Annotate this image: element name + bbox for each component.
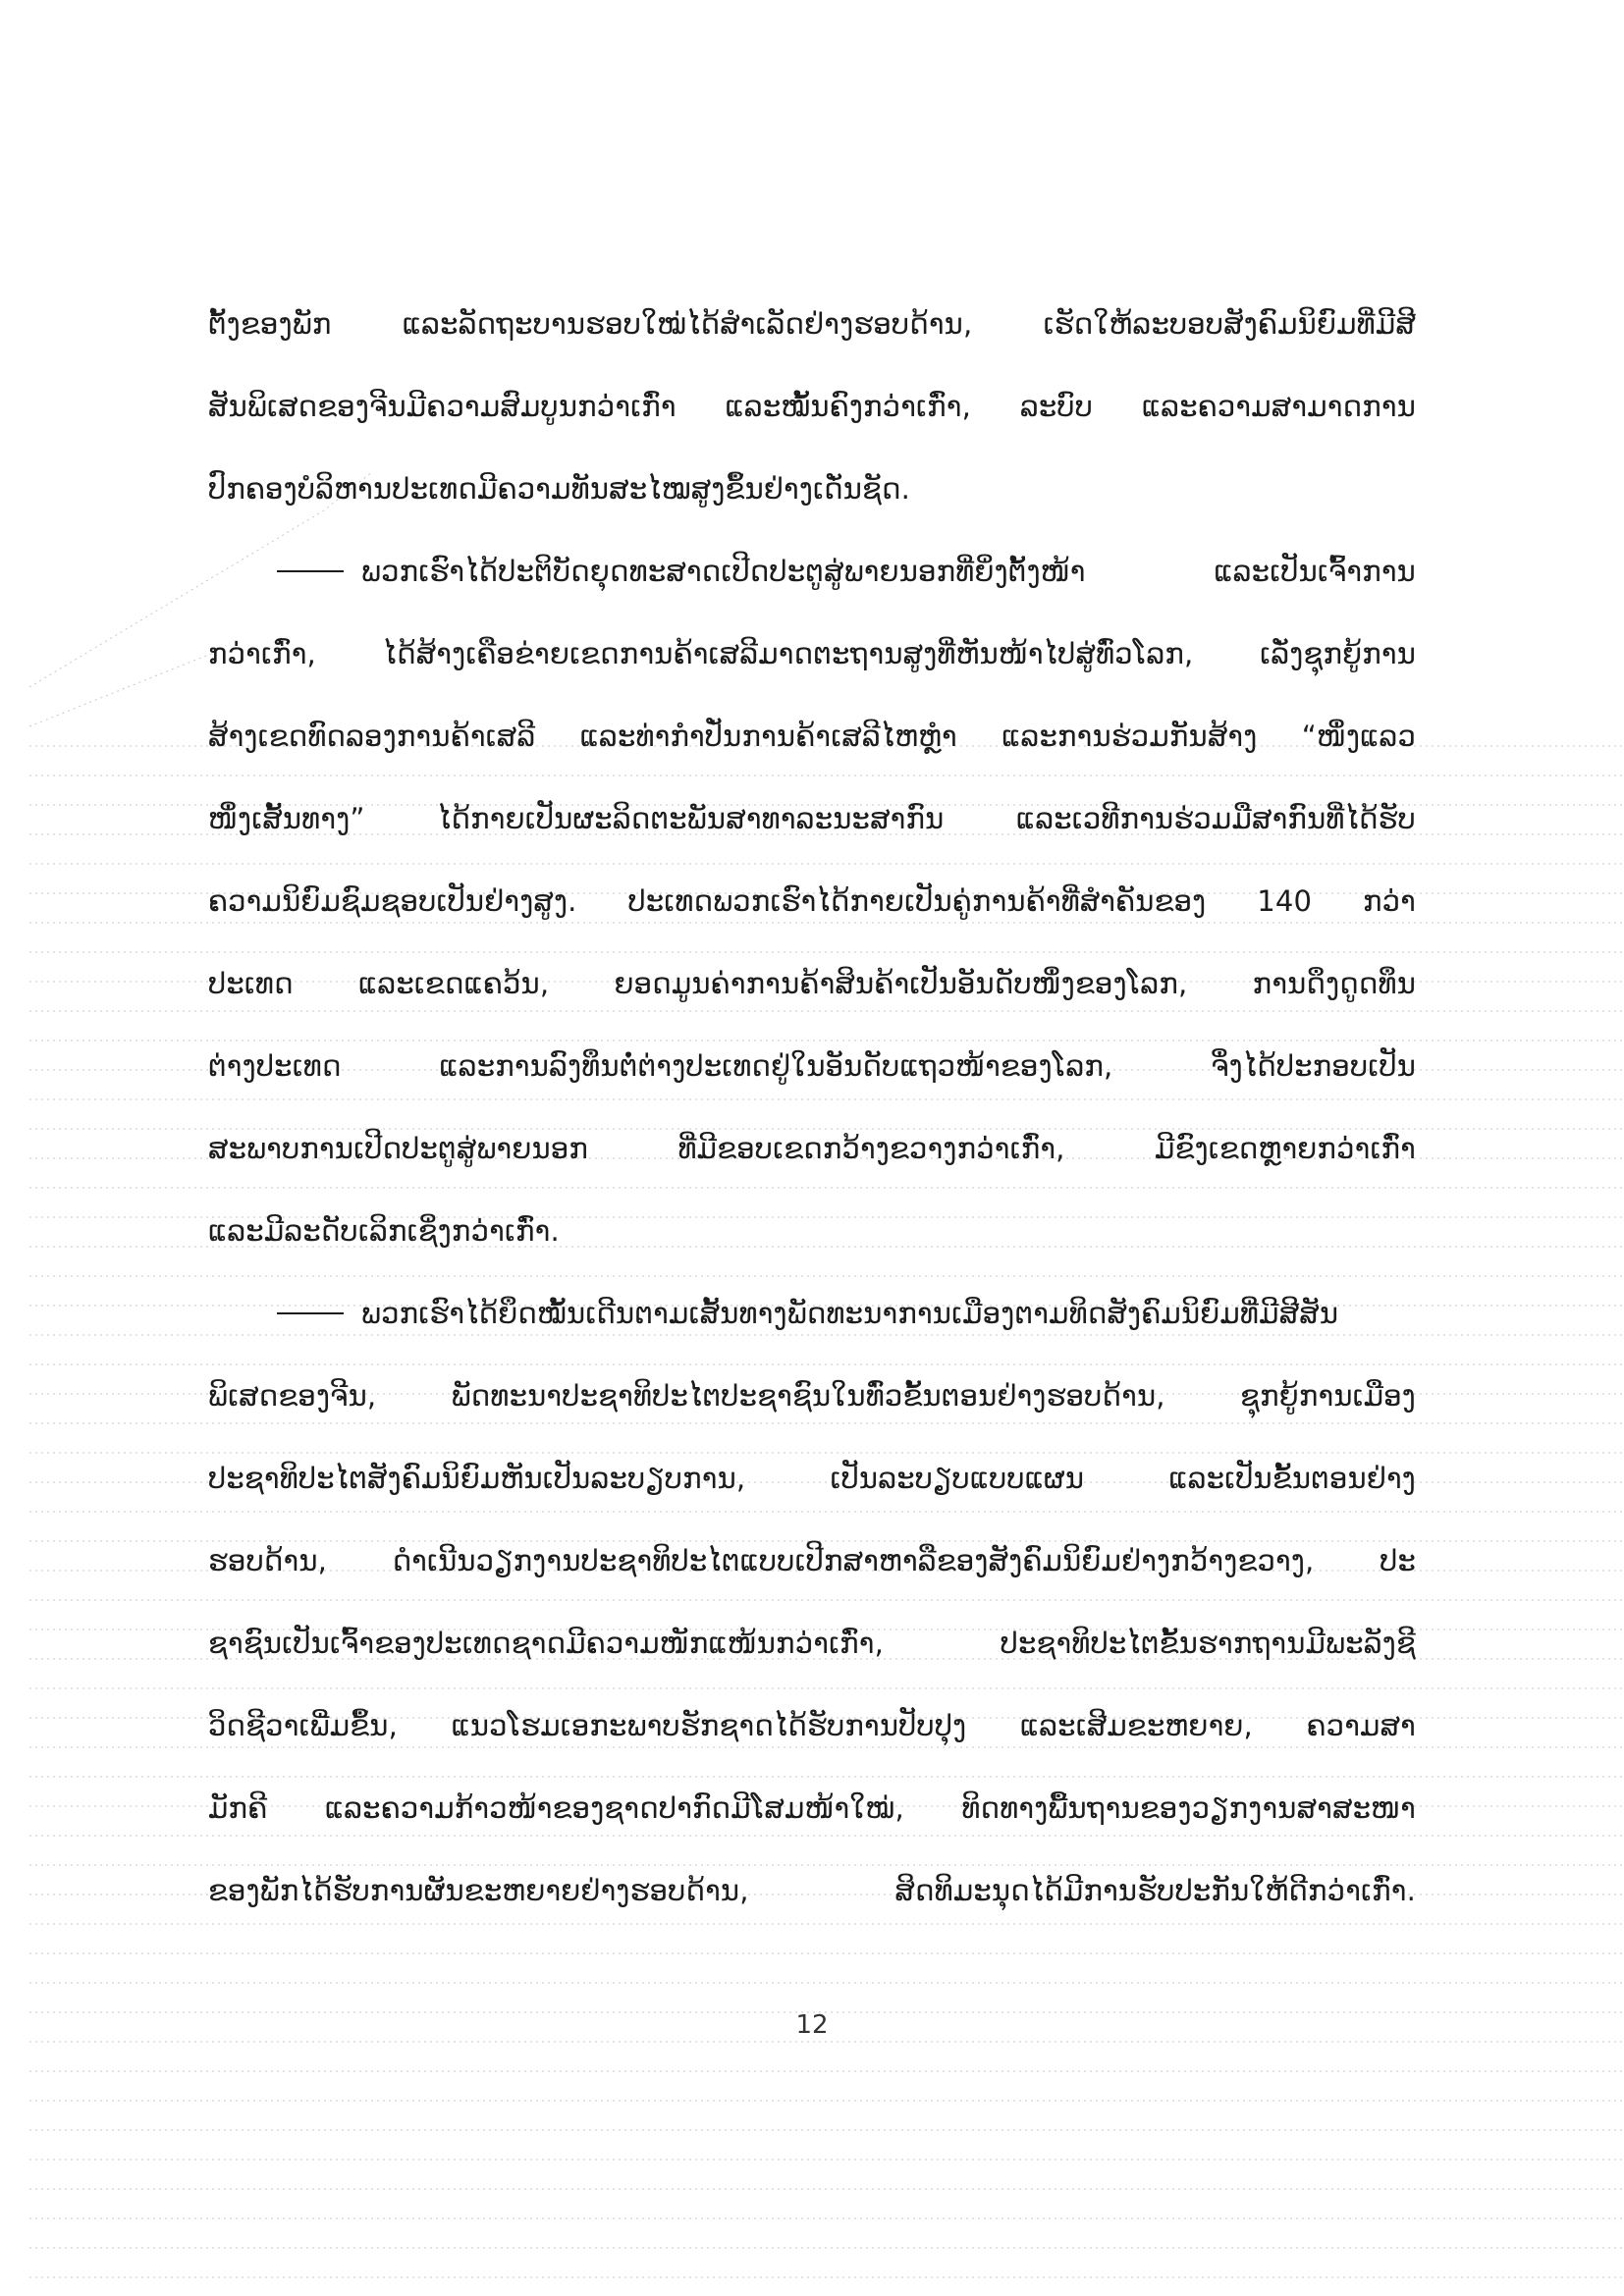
text-line: ຮອບດ້ານ, ດຳເນີນວຽກງານປະຊາທິປະໄຕແບບເປີກສາຫາລືຂອງສັງຄົມນິຍົມຢ່າງກວ້າງຂວາງ, ປະ (208, 1544, 1416, 1577)
text-line: ປະຊາທິປະໄຕສັງຄົມນິຍົມຫັນເປັນລະບຽບການ, ເປັນລະບຽບແບບແຜນ ແລະເປັນຂັ້ນຕອນຢ່າງ (208, 1462, 1416, 1495)
text-line: ມັກຄີ ແລະຄວາມກ້າວໜ້າຂອງຊາດປາກົດມີໂສມໜ້າໃໝ່, ທິດທາງພື້ນຖານຂອງວຽກງານສາສະໜາ (208, 1791, 1416, 1825)
text-line: ປົກຄອງບໍລິຫານປະເທດມີຄວາມທັນສະໄໝສູງຂຶ້ນຢ່າງເດັ່ນຊັດ. (208, 472, 911, 506)
em-dash-mark (277, 570, 344, 572)
text-line: ໜຶ່ງເສັ້ນທາງ” ໄດ້ກາຍເປັນຜະລິດຕະພັນສາທາລະນະສາກົນ ແລະເວທີການຮ່ວມມືສາກົນທີ່ໄດ້ຮັບ (208, 802, 1416, 835)
text-line: ແລະມີລະດັບເລິກເຊິ່ງກວ່າເກົ່າ. (208, 1214, 560, 1248)
text-line: ຊາຊົນເປັນເຈົ້າຂອງປະເທດຊາດມີຄວາມໜັກແໜ້ນກວ່າເກົ່າ, ປະຊາທິປະໄຕຂັ້ນຮາກຖານມີພະລັງຊີ (208, 1627, 1416, 1660)
paragraph-start-line (277, 1284, 1416, 1343)
em-dash-mark (277, 1312, 344, 1314)
text-line: ຄວາມນິຍົມຊົມຊອບເປັນຢ່າງສູງ. ປະເທດພວກເຮົາໄດ້ກາຍເປັນຄູ່ການຄ້າທີ່ສຳຄັນຂອງ 140 ກວ່າ (208, 884, 1416, 918)
text-line: ພວກເຮົາໄດ້ປະຕິບັດຍຸດທະສາດເປີດປະຕູສູ່ພາຍນອກທີ່ຍິ່ງຕັ້ງໜ້າ ແລະເປັນເຈົ້າການ (361, 555, 1416, 588)
text-line: ພວກເຮົາໄດ້ຍຶດໝັ້ນເດີນຕາມເສັ້ນທາງພັດທະນາການເມືອງຕາມທິດສັງຄົມນິຍົມທີ່ມີສີສັນ (361, 1297, 1339, 1330)
text-line: ກວ່າເກົ່າ, ໄດ້ສ້າງເຄືອຂ່າຍເຂດການຄ້າເສລີມາດຕະຖານສູງທີ່ຫັນໜ້າໄປສູ່ທົ່ວໂລກ, ເລັ່ງຊຸກຍູ້ການ (208, 637, 1416, 670)
paragraph-start-line (277, 542, 1416, 601)
text-line: ສັນພິເສດຂອງຈີນມີຄວາມສົມບູນກວ່າເກົ່າ ແລະໝັ້ນຄົງກວ່າເກົ່າ, ລະບົບ ແລະຄວາມສາມາດການ (208, 390, 1416, 423)
text-line: ພິເສດຂອງຈີນ, ພັດທະນາປະຊາທິປະໄຕປະຊາຊົນໃນທົ່ວຂັ້ນຕອນຢ່າງຮອບດ້ານ, ຊຸກຍູ້ການເມືອງ (208, 1379, 1416, 1413)
text-line: ປະເທດ ແລະເຂດແຄວ້ນ, ຍອດມູນຄ່າການຄ້າສິນຄ້າເປັນອັນດັບໜຶ່ງຂອງໂລກ, ການດຶງດູດທຶນ (208, 967, 1416, 1000)
page-number: 12 (795, 2010, 829, 2040)
text-line: ຕ່າງປະເທດ ແລະການລົງທຶນຕໍ່ຕ່າງປະເທດຢູ່ໃນອັນດັບແຖວໜ້າຂອງໂລກ, ຈຶ່ງໄດ້ປະກອບເປັນ (208, 1049, 1416, 1083)
text-line: ສ້າງເຂດທົດລອງການຄ້າເສລີ ແລະທ່າກຳປັ່ນການຄ້າເສລີໄຫຫຼຳ ແລະການຮ່ວມກັນສ້າງ “ໜຶ່ງແລວ (208, 720, 1416, 753)
text-line: ຕັ້ງຂອງພັກ ແລະລັດຖະບານຮອບໃໝ່ໄດ້ສຳເລັດຢ່າງຮອບດ້ານ, ເຮັດໃຫ້ລະບອບສັງຄົມນິຍົມທີ່ມີສີ (208, 307, 1416, 341)
text-line: ຂອງພັກໄດ້ຮັບການຜັນຂະຫຍາຍຢ່າງຮອບດ້ານ, ສິດທິມະນຸດໄດ້ມີການຮັບປະກັນໃຫ້ດີກວ່າເກົ່າ. (208, 1874, 1416, 1907)
text-line: ວິດຊີວາເພີ່ມຂຶ້ນ, ແນວໂຮມເອກະພາບຮັກຊາດໄດ້ຮັບການປັບປຸງ ແລະເສີມຂະຫຍາຍ, ຄວາມສາ (208, 1709, 1416, 1742)
text-line: ສະພາບການເປີດປະຕູສູ່ພາຍນອກ ທີ່ມີຂອບເຂດກວ້າງຂວາງກວ່າເກົ່າ, ມີຂົງເຂດຫຼາຍກວ່າເກົ່າ (208, 1132, 1416, 1165)
